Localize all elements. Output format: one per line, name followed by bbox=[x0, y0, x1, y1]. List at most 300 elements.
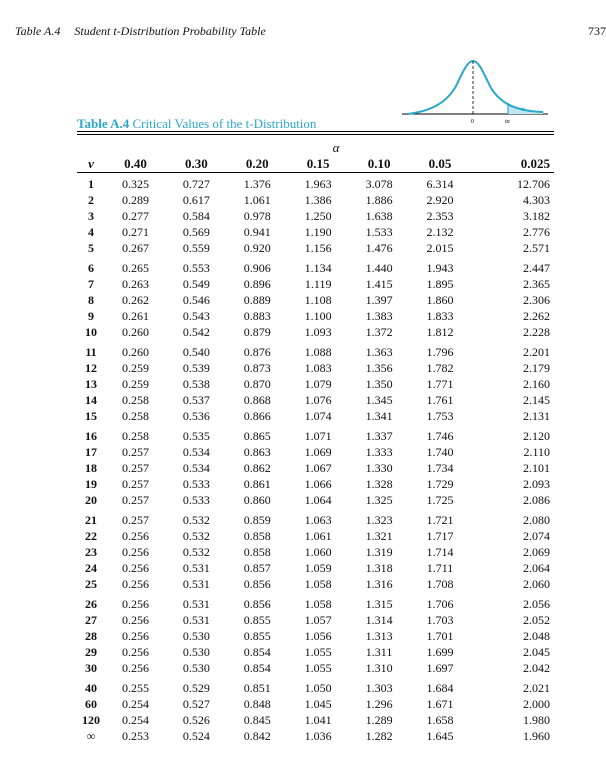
table-row bbox=[77, 172, 554, 192]
table-cell: 1.386 bbox=[304, 193, 332, 207]
table-cell: 0.873 bbox=[243, 361, 271, 375]
table-cell: 1.134 bbox=[304, 261, 332, 275]
table-cell: 0.896 bbox=[243, 277, 271, 291]
table-cell: 2.201 bbox=[523, 345, 550, 359]
row-df: ∞ bbox=[86, 729, 96, 743]
table-cell: 0.530 bbox=[182, 629, 210, 643]
table-cell: 2.120 bbox=[523, 429, 550, 443]
table-cell: 0.260 bbox=[121, 345, 149, 359]
table-cell: 2.000 bbox=[523, 697, 550, 711]
column-header: 0.30 bbox=[184, 155, 208, 171]
table-cell: 1.055 bbox=[304, 645, 332, 659]
table-cell: 0.258 bbox=[121, 393, 149, 407]
table-cell: 1.415 bbox=[365, 277, 393, 291]
table-cell: 1.282 bbox=[365, 729, 393, 743]
table-cell: 1.761 bbox=[426, 393, 454, 407]
table-cell: 4.303 bbox=[523, 193, 550, 207]
table-cell: 1.069 bbox=[304, 445, 332, 459]
table-row bbox=[77, 292, 554, 308]
table-cell: 1.638 bbox=[365, 209, 393, 223]
column-header: 0.20 bbox=[245, 155, 269, 171]
table-cell: 0.862 bbox=[243, 461, 271, 475]
table-cell: 1.714 bbox=[426, 545, 454, 559]
table-cell: 1.318 bbox=[365, 561, 393, 575]
table-row bbox=[77, 712, 554, 728]
table-cell: 0.889 bbox=[243, 293, 271, 307]
table-cell: 1.314 bbox=[365, 613, 393, 627]
table-cell: 1.036 bbox=[304, 729, 332, 743]
table-cell: 1.711 bbox=[426, 561, 454, 575]
table-cell: 1.812 bbox=[426, 325, 454, 339]
row-df: 25 bbox=[85, 577, 97, 591]
table-cell: 1.725 bbox=[426, 493, 454, 507]
table-cell: 0.531 bbox=[182, 577, 210, 591]
table-row bbox=[77, 460, 554, 476]
table-cell: 0.259 bbox=[121, 361, 149, 375]
table-row bbox=[77, 528, 554, 544]
table-title bbox=[77, 116, 316, 132]
table-cell: 0.584 bbox=[182, 209, 210, 223]
row-df: 15 bbox=[85, 409, 97, 423]
table-cell: 0.532 bbox=[182, 529, 210, 543]
table-cell: 3.182 bbox=[523, 209, 550, 223]
row-df: 17 bbox=[85, 445, 97, 459]
table-top-rule bbox=[77, 131, 554, 132]
table-cell: 0.524 bbox=[182, 729, 210, 743]
table-cell: 1.313 bbox=[365, 629, 393, 643]
table-cell: 0.253 bbox=[121, 729, 149, 743]
table-cell: 0.857 bbox=[243, 561, 271, 575]
table-cell: 1.311 bbox=[365, 645, 393, 659]
table-cell: 0.256 bbox=[121, 529, 149, 543]
column-header: 0.15 bbox=[306, 155, 330, 171]
table-row bbox=[77, 408, 554, 424]
table-cell: 1.074 bbox=[304, 409, 332, 423]
table-cell: 0.257 bbox=[121, 445, 149, 459]
table-title-label: Table A.4 bbox=[77, 116, 130, 131]
table-cell: 1.383 bbox=[365, 309, 393, 323]
table-cell: 0.540 bbox=[182, 345, 210, 359]
row-df: 12 bbox=[85, 361, 97, 375]
table-row bbox=[77, 544, 554, 560]
row-df: 30 bbox=[85, 661, 97, 675]
row-df: 21 bbox=[85, 513, 97, 527]
table-cell: 2.920 bbox=[426, 193, 454, 207]
table-cell: 0.854 bbox=[243, 645, 271, 659]
table-row bbox=[77, 276, 554, 292]
row-df: 22 bbox=[85, 529, 97, 543]
table-cell: 0.856 bbox=[243, 597, 271, 611]
table-cell: 2.069 bbox=[523, 545, 550, 559]
row-df: 3 bbox=[88, 209, 94, 223]
table-row bbox=[77, 492, 554, 508]
table-cell: 1.753 bbox=[426, 409, 454, 423]
table-cell: 0.535 bbox=[182, 429, 210, 443]
table-cell: 0.256 bbox=[121, 545, 149, 559]
table-cell: 1.699 bbox=[426, 645, 454, 659]
table-cell: 1.345 bbox=[365, 393, 393, 407]
table-cell: 1.895 bbox=[426, 277, 454, 291]
table-cell: 1.093 bbox=[304, 325, 332, 339]
table-row bbox=[77, 392, 554, 408]
page-number: 737 bbox=[588, 24, 606, 38]
row-df: 7 bbox=[88, 277, 94, 291]
table-cell: 1.658 bbox=[426, 713, 454, 727]
table-cell: 0.256 bbox=[121, 629, 149, 643]
column-header: 0.40 bbox=[124, 155, 147, 171]
row-df: 120 bbox=[82, 713, 100, 727]
table-cell: 1.066 bbox=[304, 477, 332, 491]
row-df: 11 bbox=[85, 345, 97, 359]
table-row bbox=[77, 696, 554, 712]
table-cell: 1.796 bbox=[426, 345, 454, 359]
table-cell: 0.538 bbox=[182, 377, 210, 391]
table-cell: 2.179 bbox=[523, 361, 550, 375]
table-cell: 0.530 bbox=[182, 645, 210, 659]
table-cell: 1.886 bbox=[365, 193, 393, 207]
table-cell: 1.746 bbox=[426, 429, 454, 443]
running-head-label: Table A.4 bbox=[15, 24, 61, 38]
table-cell: 0.256 bbox=[121, 645, 149, 659]
table-cell: 1.108 bbox=[304, 293, 332, 307]
table-cell: 1.740 bbox=[426, 445, 454, 459]
table-cell: 1.476 bbox=[365, 241, 393, 255]
table-cell: 0.553 bbox=[182, 261, 210, 275]
table-row bbox=[77, 340, 554, 360]
row-df: 18 bbox=[85, 461, 97, 475]
table-cell: 0.531 bbox=[182, 613, 210, 627]
table-cell: 0.865 bbox=[243, 429, 271, 443]
table-cell: 1.296 bbox=[365, 697, 393, 711]
table-cell: 1.734 bbox=[426, 461, 454, 475]
table-cell: 1.059 bbox=[304, 561, 332, 575]
table-cell: 2.080 bbox=[523, 513, 550, 527]
table-cell: 0.858 bbox=[243, 545, 271, 559]
table-cell: 0.546 bbox=[182, 293, 210, 307]
table-row bbox=[77, 240, 554, 256]
table-cell: 1.684 bbox=[426, 681, 454, 695]
table-cell: 1.708 bbox=[426, 577, 454, 591]
column-header: 0.10 bbox=[367, 155, 391, 171]
table-cell: 0.842 bbox=[243, 729, 271, 743]
table-cell: 1.729 bbox=[426, 477, 454, 491]
table-cell: 2.145 bbox=[523, 393, 550, 407]
row-df: 28 bbox=[85, 629, 97, 643]
table-cell: 2.052 bbox=[523, 613, 550, 627]
table-cell: 1.060 bbox=[304, 545, 332, 559]
table-cell: 1.156 bbox=[304, 241, 332, 255]
table-cell: 0.256 bbox=[121, 597, 149, 611]
table-cell: 0.529 bbox=[182, 681, 210, 695]
table-cell: 1.100 bbox=[304, 309, 332, 323]
table-cell: 1.671 bbox=[426, 697, 454, 711]
table-cell: 2.447 bbox=[523, 261, 550, 275]
table-cell: 2.365 bbox=[523, 277, 550, 291]
table-cell: 1.067 bbox=[304, 461, 332, 475]
table-row bbox=[77, 508, 554, 528]
table-cell: 1.190 bbox=[304, 225, 332, 239]
table-cell: 0.543 bbox=[182, 309, 210, 323]
table-cell: 0.254 bbox=[121, 697, 149, 711]
table-cell: 1.341 bbox=[365, 409, 393, 423]
table-cell: 1.041 bbox=[304, 713, 332, 727]
table-cell: 0.920 bbox=[243, 241, 271, 255]
table-cell: 0.533 bbox=[182, 477, 210, 491]
running-head bbox=[15, 24, 266, 39]
table-cell: 1.833 bbox=[426, 309, 454, 323]
table-row bbox=[77, 644, 554, 660]
table-cell: 2.045 bbox=[523, 645, 550, 659]
table-cell: 0.534 bbox=[182, 445, 210, 459]
table-cell: 0.530 bbox=[182, 661, 210, 675]
table-cell: 0.532 bbox=[182, 545, 210, 559]
table-cell: 1.350 bbox=[365, 377, 393, 391]
table-cell: 1.717 bbox=[426, 529, 454, 543]
table-cell: 0.866 bbox=[243, 409, 271, 423]
table-cell: 1.303 bbox=[365, 681, 393, 695]
table-cell: 1.321 bbox=[365, 529, 393, 543]
table-cell: 1.328 bbox=[365, 477, 393, 491]
row-df: 26 bbox=[85, 597, 97, 611]
table-cell: 0.727 bbox=[182, 177, 210, 191]
row-df: 1 bbox=[88, 177, 94, 191]
table-cell: 1.960 bbox=[523, 729, 550, 743]
table-cell: 0.531 bbox=[182, 597, 210, 611]
table-cell: 0.941 bbox=[243, 225, 271, 239]
table-cell: 2.571 bbox=[523, 241, 550, 255]
table-cell: 1.316 bbox=[365, 577, 393, 591]
table-cell: 1.963 bbox=[304, 177, 332, 191]
table-cell: 0.617 bbox=[182, 193, 210, 207]
row-df: 10 bbox=[85, 325, 97, 339]
table-cell: 1.372 bbox=[365, 325, 393, 339]
table-cell: 1.058 bbox=[304, 597, 332, 611]
table-cell: 1.440 bbox=[365, 261, 393, 275]
table-row bbox=[77, 576, 554, 592]
table-cell: 0.271 bbox=[121, 225, 149, 239]
table-cell: 2.064 bbox=[523, 561, 550, 575]
table-cell: 1.323 bbox=[365, 513, 393, 527]
row-df: 27 bbox=[85, 613, 97, 627]
table-cell: 1.397 bbox=[365, 293, 393, 307]
table-cell: 2.048 bbox=[523, 629, 550, 643]
table-row bbox=[77, 676, 554, 696]
table-cell: 1.310 bbox=[365, 661, 393, 675]
table-cell: 1.076 bbox=[304, 393, 332, 407]
table-cell: 1.645 bbox=[426, 729, 454, 743]
table-row bbox=[77, 476, 554, 492]
table-cell: 0.569 bbox=[182, 225, 210, 239]
table-cell: 1.045 bbox=[304, 697, 332, 711]
table-cell: 1.063 bbox=[304, 513, 332, 527]
table-cell: 1.119 bbox=[304, 277, 332, 291]
table-cell: 2.093 bbox=[523, 477, 550, 491]
table-cell: 1.330 bbox=[365, 461, 393, 475]
row-df: 19 bbox=[85, 477, 97, 491]
table-cell: 2.074 bbox=[523, 529, 550, 543]
table-row bbox=[77, 192, 554, 208]
table-cell: 0.526 bbox=[182, 713, 210, 727]
table-cell: 1.315 bbox=[365, 597, 393, 611]
table-cell: 1.055 bbox=[304, 661, 332, 675]
table-cell: 2.228 bbox=[523, 325, 550, 339]
table-cell: 2.306 bbox=[523, 293, 550, 307]
table-row bbox=[77, 224, 554, 240]
alpha-header: α bbox=[332, 140, 340, 155]
table-cell: 0.277 bbox=[121, 209, 149, 223]
alpha-tail-label: α bbox=[521, 105, 525, 113]
table-cell: 1.376 bbox=[243, 177, 271, 191]
table-cell: 2.131 bbox=[523, 409, 550, 423]
table-cell: 0.868 bbox=[243, 393, 271, 407]
table-cell: 0.870 bbox=[243, 377, 271, 391]
table-cell: 0.559 bbox=[182, 241, 210, 255]
table-cell: 2.060 bbox=[523, 577, 550, 591]
table-row bbox=[77, 444, 554, 460]
row-df: 23 bbox=[85, 545, 97, 559]
table-cell: 0.537 bbox=[182, 393, 210, 407]
table-cell: 0.539 bbox=[182, 361, 210, 375]
table-cell: 0.256 bbox=[121, 661, 149, 675]
table-cell: 2.086 bbox=[523, 493, 550, 507]
table-cell: 1.057 bbox=[304, 613, 332, 627]
table-header-rule bbox=[77, 172, 554, 173]
table-title-text: Critical Values of the t-Distribution bbox=[132, 116, 317, 131]
table-cell: 1.943 bbox=[426, 261, 454, 275]
table-cell: 0.533 bbox=[182, 493, 210, 507]
table-cell: 0.263 bbox=[121, 277, 149, 291]
table-cell: 0.854 bbox=[243, 661, 271, 675]
table-cell: 1.706 bbox=[426, 597, 454, 611]
table-cell: 0.856 bbox=[243, 577, 271, 591]
table-cell: 0.542 bbox=[182, 325, 210, 339]
table-cell: 2.262 bbox=[523, 309, 550, 323]
row-df: 24 bbox=[85, 561, 97, 575]
column-header-v: v bbox=[88, 155, 94, 171]
row-df: 20 bbox=[85, 493, 97, 507]
table-cell: 2.160 bbox=[523, 377, 550, 391]
row-df: 40 bbox=[85, 681, 97, 695]
table-row bbox=[77, 208, 554, 224]
table-cell: 0.876 bbox=[243, 345, 271, 359]
table-cell: 1.083 bbox=[304, 361, 332, 375]
table-row bbox=[77, 376, 554, 392]
table-cell: 1.697 bbox=[426, 661, 454, 675]
table-row bbox=[77, 256, 554, 276]
table-cell: 0.906 bbox=[243, 261, 271, 275]
row-df: 2 bbox=[88, 193, 94, 207]
table-cell: 0.259 bbox=[121, 377, 149, 391]
table-row bbox=[77, 728, 554, 744]
table-cell: 0.883 bbox=[243, 309, 271, 323]
table-cell: 0.257 bbox=[121, 513, 149, 527]
table-cell: 0.267 bbox=[121, 241, 149, 255]
table-cell: 0.851 bbox=[243, 681, 271, 695]
table-cell: 0.549 bbox=[182, 277, 210, 291]
table-cell: 2.132 bbox=[426, 225, 454, 239]
table-cell: 1.061 bbox=[243, 193, 271, 207]
table-cell: 2.110 bbox=[523, 445, 550, 459]
row-df: 16 bbox=[85, 429, 97, 443]
table-cell: 0.532 bbox=[182, 513, 210, 527]
table-cell: 0.257 bbox=[121, 493, 149, 507]
row-df: 14 bbox=[85, 393, 97, 407]
table-cell: 2.101 bbox=[523, 461, 550, 475]
table-row bbox=[77, 628, 554, 644]
table-cell: 0.254 bbox=[121, 713, 149, 727]
table-cell: 0.859 bbox=[243, 513, 271, 527]
table-cell: 0.289 bbox=[121, 193, 149, 207]
table-cell: 0.848 bbox=[243, 697, 271, 711]
row-df: 8 bbox=[88, 293, 94, 307]
table-header-row bbox=[77, 155, 554, 172]
table-cell: 1.050 bbox=[304, 681, 332, 695]
table-cell: 0.325 bbox=[121, 177, 149, 191]
row-df: 6 bbox=[88, 261, 94, 275]
table-cell: 12.706 bbox=[517, 177, 550, 191]
table-row bbox=[77, 324, 554, 340]
table-cell: 0.257 bbox=[121, 477, 149, 491]
row-df: 4 bbox=[88, 225, 94, 239]
table-cell: 0.256 bbox=[121, 561, 149, 575]
table-cell: 0.261 bbox=[121, 309, 149, 323]
table-cell: 1.319 bbox=[365, 545, 393, 559]
table-cell: 1.337 bbox=[365, 429, 393, 443]
t-alpha-label: tα bbox=[505, 119, 510, 125]
table-cell: 1.980 bbox=[523, 713, 550, 727]
table-cell: 6.314 bbox=[426, 177, 454, 191]
row-df: 60 bbox=[85, 697, 97, 711]
table-cell: 0.855 bbox=[243, 613, 271, 627]
table-cell: 1.289 bbox=[365, 713, 393, 727]
table-cell: 0.536 bbox=[182, 409, 210, 423]
table-row bbox=[77, 560, 554, 576]
table-cell: 0.256 bbox=[121, 613, 149, 627]
table-cell: 1.061 bbox=[304, 529, 332, 543]
row-df: 5 bbox=[88, 241, 94, 255]
table-cell: 0.265 bbox=[121, 261, 149, 275]
table-cell: 1.079 bbox=[304, 377, 332, 391]
row-df: 9 bbox=[88, 309, 94, 323]
table-row bbox=[77, 424, 554, 444]
table-cell: 0.855 bbox=[243, 629, 271, 643]
table-cell: 1.333 bbox=[365, 445, 393, 459]
column-header: 0.05 bbox=[428, 155, 452, 171]
row-df: 13 bbox=[85, 377, 97, 391]
table-cell: 1.860 bbox=[426, 293, 454, 307]
table-row bbox=[77, 360, 554, 376]
table-cell: 2.353 bbox=[426, 209, 454, 223]
table-cell: 1.721 bbox=[426, 513, 454, 527]
table-row bbox=[77, 592, 554, 612]
column-header: 0.025 bbox=[520, 155, 550, 171]
table-cell: 1.071 bbox=[304, 429, 332, 443]
table-cell: 0.262 bbox=[121, 293, 149, 307]
table-row bbox=[77, 612, 554, 628]
table-cell: 1.325 bbox=[365, 493, 393, 507]
table-cell: 1.356 bbox=[365, 361, 393, 375]
table-cell: 1.701 bbox=[426, 629, 454, 643]
table-cell: 0.255 bbox=[121, 681, 149, 695]
row-df: 29 bbox=[85, 645, 97, 659]
table-cell: 0.260 bbox=[121, 325, 149, 339]
table-row bbox=[77, 308, 554, 324]
table-cell: 0.863 bbox=[243, 445, 271, 459]
table-cell: 1.771 bbox=[426, 377, 454, 391]
table-cell: 2.042 bbox=[523, 661, 550, 675]
table-top-rule-2 bbox=[77, 134, 554, 135]
table-cell: 0.858 bbox=[243, 529, 271, 543]
